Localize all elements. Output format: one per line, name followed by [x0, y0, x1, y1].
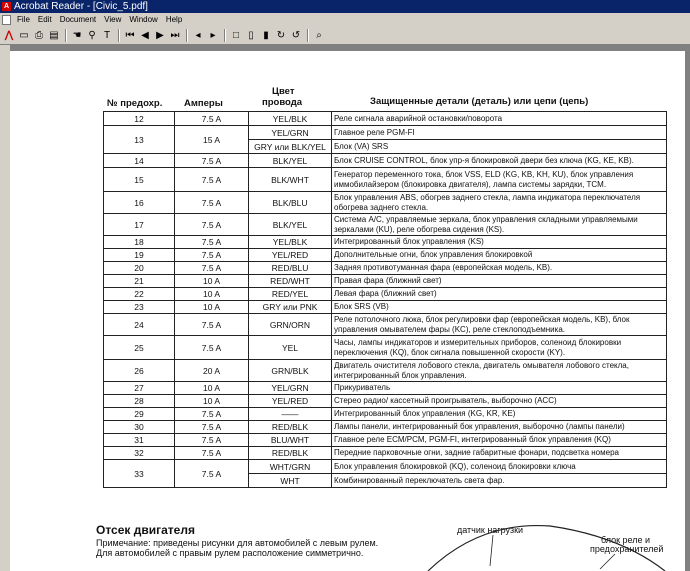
description-cell: Передние парковочные огни, задние габаритные фонари, подсветка номера	[332, 447, 667, 460]
zoom-icon[interactable]: ⚲	[88, 29, 96, 41]
description-cell: Система A/C, управляемые зеркала, блок управления складными управляемыми зеркалами (KU), реле обогрева сидения (KS).	[332, 214, 667, 236]
amps-cell: 20 A	[175, 360, 249, 382]
window-title: Acrobat Reader - [Civic_5.pdf]	[14, 1, 148, 12]
wire-color-cell: GRN/BLK	[249, 360, 332, 382]
previous-page-icon[interactable]: ◀	[141, 29, 149, 41]
fuse-number-cell: 33	[104, 460, 175, 488]
header-wire-color-line1: Цвет	[272, 86, 295, 97]
wire-color-cell: YEL/GRN	[249, 382, 332, 395]
fuse-number-cell: 18	[104, 236, 175, 249]
note-line-2: Для автомобилей с правым рулем расположение симметрично.	[96, 548, 364, 558]
description-cell: Дополнительные огни, блок управления блокировкой	[332, 249, 667, 262]
fuse-number-cell: 31	[104, 434, 175, 447]
fuse-number-cell: 20	[104, 262, 175, 275]
description-cell: Двигатель очистителя лобового стекла, двигатель омывателя лобового стекла, интегрированный блок управления.	[332, 360, 667, 382]
wire-color-cell: YEL/RED	[249, 249, 332, 262]
fuse-number-cell: 15	[104, 168, 175, 192]
description-cell: Прикуриватель	[332, 382, 667, 395]
text-select-icon[interactable]: T	[103, 29, 111, 41]
wire-color-cell: BLK/WHT	[249, 168, 332, 192]
rotate-right-icon[interactable]: ↺	[291, 29, 301, 41]
fuse-number-cell: 29	[104, 408, 175, 421]
description-cell: Комбинированный переключатель света фар.	[332, 474, 667, 488]
fit-width-icon[interactable]: ▮	[263, 29, 269, 41]
engine-compartment-diagram	[10, 51, 685, 571]
description-cell: Задняя противотуманная фара (европейская модель, KB).	[332, 262, 667, 275]
document-icon[interactable]	[2, 15, 11, 25]
fuse-number-cell: 24	[104, 314, 175, 336]
menu-view[interactable]: View	[104, 15, 122, 24]
description-cell: Генератор переменного тока, блок VSS, ELD (KG, KB, KH, KU), блок управления иммобилайзером (блокировка двигателя), лампа системы зарядки, TCM.	[332, 168, 667, 192]
wire-color-cell: BLK/BLU	[249, 192, 332, 214]
wire-color-cell: WHT	[249, 474, 332, 488]
wire-color-cell: YEL/BLK	[249, 236, 332, 249]
load-sensor-leader	[490, 535, 493, 566]
menu-help[interactable]: Help	[165, 15, 183, 24]
open-icon[interactable]: ▭	[19, 29, 29, 41]
header-amps: Амперы	[184, 98, 223, 109]
load-sensor-label: датчик нагрузки	[457, 525, 524, 535]
amps-cell: 10 A	[175, 275, 249, 288]
fuse-number-cell: 28	[104, 395, 175, 408]
amps-cell: 7.5 A	[175, 408, 249, 421]
fuse-number-cell: 19	[104, 249, 175, 262]
next-page-icon[interactable]: ▶	[156, 29, 164, 41]
menu-edit[interactable]: Edit	[37, 15, 52, 24]
note-line-1: Примечание: приведены рисунки для автомобилей с левым рулем.	[96, 538, 379, 548]
description-cell: Реле потолочного люка, блок регулировки фар (европейская модель, KB), блок управления омывателем фары (KC), реле стеклоподъемника.	[332, 314, 667, 336]
amps-cell: 7.5 A	[175, 447, 249, 460]
fuse-number-cell: 22	[104, 288, 175, 301]
amps-cell: 7.5 A	[175, 460, 249, 488]
amps-cell: 15 A	[175, 126, 249, 154]
amps-cell: 10 A	[175, 382, 249, 395]
wire-color-cell: YEL/GRN	[249, 126, 332, 140]
window-title-bar	[0, 0, 690, 13]
fuse-number-cell: 27	[104, 382, 175, 395]
amps-cell: 7.5 A	[175, 262, 249, 275]
wire-color-cell: BLK/YEL	[249, 154, 332, 168]
wire-color-cell: ——	[249, 408, 332, 421]
first-page-icon[interactable]: ⏮	[125, 29, 135, 41]
wire-color-cell: GRY или PNK	[249, 301, 332, 314]
wire-color-cell: BLK/YEL	[249, 214, 332, 236]
header-protected-parts: Защищенные детали (деталь) или цепи (цепь)	[370, 96, 589, 107]
amps-cell: 7.5 A	[175, 168, 249, 192]
wire-color-cell: RED/BLK	[249, 447, 332, 460]
amps-cell: 7.5 A	[175, 214, 249, 236]
wire-color-cell: RED/BLK	[249, 421, 332, 434]
wire-color-cell: GRN/ORN	[249, 314, 332, 336]
description-cell: Интегрированный блок управления (KS)	[332, 236, 667, 249]
relay-box-label-line1: блок реле и	[601, 535, 651, 545]
header-fuse-number: № предохр.	[107, 98, 163, 109]
menu-file[interactable]: File	[17, 15, 30, 24]
description-cell: Левая фара (ближний свет)	[332, 288, 667, 301]
back-icon[interactable]: ◂	[195, 29, 201, 41]
relay-box-label-line2: предохранителей	[590, 544, 664, 554]
amps-cell: 7.5 A	[175, 314, 249, 336]
amps-cell: 7.5 A	[175, 336, 249, 360]
amps-cell: 10 A	[175, 395, 249, 408]
toolbar-separator	[224, 29, 226, 42]
amps-cell: 7.5 A	[175, 249, 249, 262]
description-cell: Главное реле ECM/PCM, PGM-FI, интегрированный блок управления (KQ)	[332, 434, 667, 447]
fuse-number-cell: 30	[104, 421, 175, 434]
wire-color-cell: WHT/GRN	[249, 460, 332, 474]
fuse-number-cell: 26	[104, 360, 175, 382]
wire-color-cell: RED/WHT	[249, 275, 332, 288]
fuse-number-cell: 14	[104, 154, 175, 168]
fuse-number-cell: 12	[104, 112, 175, 126]
toolbar-separator	[65, 29, 67, 42]
description-cell: Блок управления ABS, обогрев заднего стекла, лампа индикатора переключателя обогрева заднего стекла.	[332, 192, 667, 214]
description-cell: Блок (VA) SRS	[332, 140, 667, 154]
actual-size-icon[interactable]: □	[232, 29, 240, 41]
hand-icon[interactable]: ☚	[72, 29, 82, 41]
forward-icon[interactable]: ▸	[210, 29, 216, 41]
rotate-icon[interactable]: ↻	[276, 29, 286, 41]
fit-page-icon[interactable]: ▯	[248, 29, 254, 41]
acrobat-logo-icon: ⋀	[4, 29, 14, 41]
wire-color-cell: RED/BLU	[249, 262, 332, 275]
wire-color-cell: YEL/BLK	[249, 112, 332, 126]
amps-cell: 7.5 A	[175, 421, 249, 434]
print-icon[interactable]: ⎙	[35, 29, 43, 41]
wire-color-cell: GRY или BLK/YEL	[249, 140, 332, 154]
amps-cell: 7.5 A	[175, 192, 249, 214]
fuse-number-cell: 25	[104, 336, 175, 360]
description-cell: Блок управления блокировкой (KQ), соленоид блокировки ключа	[332, 460, 667, 474]
fuse-number-cell: 21	[104, 275, 175, 288]
description-cell: Стерео радио/ кассетный проигрыватель, выборочно (ACC)	[332, 395, 667, 408]
relay-box-leader	[600, 554, 615, 569]
menu-window[interactable]: Window	[129, 15, 158, 24]
amps-cell: 7.5 A	[175, 112, 249, 126]
engine-section-title: Отсек двигателя	[96, 523, 195, 537]
fuse-number-cell: 16	[104, 192, 175, 214]
save-icon[interactable]: ▤	[49, 29, 59, 41]
amps-cell: 7.5 A	[175, 154, 249, 168]
description-cell: Интегрированный блок управления (KG, KR, KE)	[332, 408, 667, 421]
last-page-icon[interactable]: ⏭	[170, 29, 180, 41]
amps-cell: 10 A	[175, 288, 249, 301]
description-cell: Часы, лампы индикаторов и измерительных приборов, соленоид блокировки переключения (KQ), блок сигнала повышенной скорости (KY).	[332, 336, 667, 360]
wire-color-cell: BLU/WHT	[249, 434, 332, 447]
fuse-number-cell: 32	[104, 447, 175, 460]
fuse-number-cell: 23	[104, 301, 175, 314]
document-viewport[interactable]	[0, 45, 690, 571]
wire-color-cell: YEL/RED	[249, 395, 332, 408]
header-wire-color-line2: провода	[262, 97, 303, 108]
menu-bar	[0, 13, 690, 27]
amps-cell: 10 A	[175, 301, 249, 314]
description-cell: Лампы панели, интегрированный бок управления, выборочно (лампы панели)	[332, 421, 667, 434]
engine-outline	[428, 526, 665, 571]
description-cell: Блок SRS (VB)	[332, 301, 667, 314]
toolbar-separator	[307, 29, 309, 42]
toolbar-separator	[118, 29, 120, 42]
acrobat-icon: A	[3, 3, 10, 10]
description-cell: Главное реле PGM-FI	[332, 126, 667, 140]
description-cell: Блок CRUISE CONTROL, блок упр-я блокировкой двери без ключа (KG, KE, KB).	[332, 154, 667, 168]
toolbar	[0, 27, 690, 45]
pdf-page	[10, 51, 685, 571]
fuse-number-cell: 13	[104, 126, 175, 154]
menu-document[interactable]: Document	[59, 15, 97, 24]
description-cell: Правая фара (ближний свет)	[332, 275, 667, 288]
wire-color-cell: YEL	[249, 336, 332, 360]
wire-color-cell: RED/YEL	[249, 288, 332, 301]
find-icon[interactable]: ⌕	[316, 29, 322, 41]
amps-cell: 7.5 A	[175, 434, 249, 447]
fuse-number-cell: 17	[104, 214, 175, 236]
description-cell: Реле сигнала аварийной остановки/поворота	[332, 112, 667, 126]
toolbar-separator	[186, 29, 188, 42]
amps-cell: 7.5 A	[175, 236, 249, 249]
